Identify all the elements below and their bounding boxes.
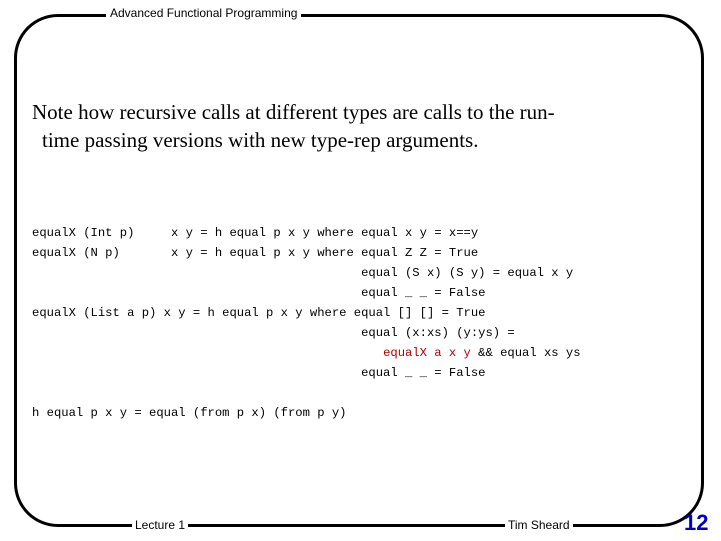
code-line: equal (x:xs) (y:ys) = [32,326,515,340]
code-indent [32,346,383,360]
page-number: 12 [684,510,709,535]
course-title: Advanced Functional Programming [106,6,301,20]
code-line: equal (S x) (S y) = equal x y [32,266,574,280]
helper-code-line: h equal p x y = equal (from p x) (from p y) [32,406,347,420]
code-line: equal _ _ = False [32,366,486,380]
code-line: equal _ _ = False [32,286,486,300]
code-line: equalX (List a p) x y = h equal p x y where equal [] [] = True [32,306,486,320]
code-block [32,223,581,383]
author-label: Tim Sheard [505,518,573,532]
title-line-1: Note how recursive calls at different types are calls to the run- [32,100,555,124]
code-line-highlight [32,346,581,360]
title-line-2: time passing versions with new type-rep arguments. [42,128,479,152]
slide-title [32,98,692,154]
code-line: equalX (N p) x y = h equal p x y where equal Z Z = True [32,246,479,260]
code-line-rest: && equal xs ys [470,346,581,360]
lecture-label: Lecture 1 [132,518,188,532]
recursive-call-highlight: equalX a x y [383,346,471,360]
code-line: equalX (Int p) x y = h equal p x y where equal x y = x==y [32,226,479,240]
